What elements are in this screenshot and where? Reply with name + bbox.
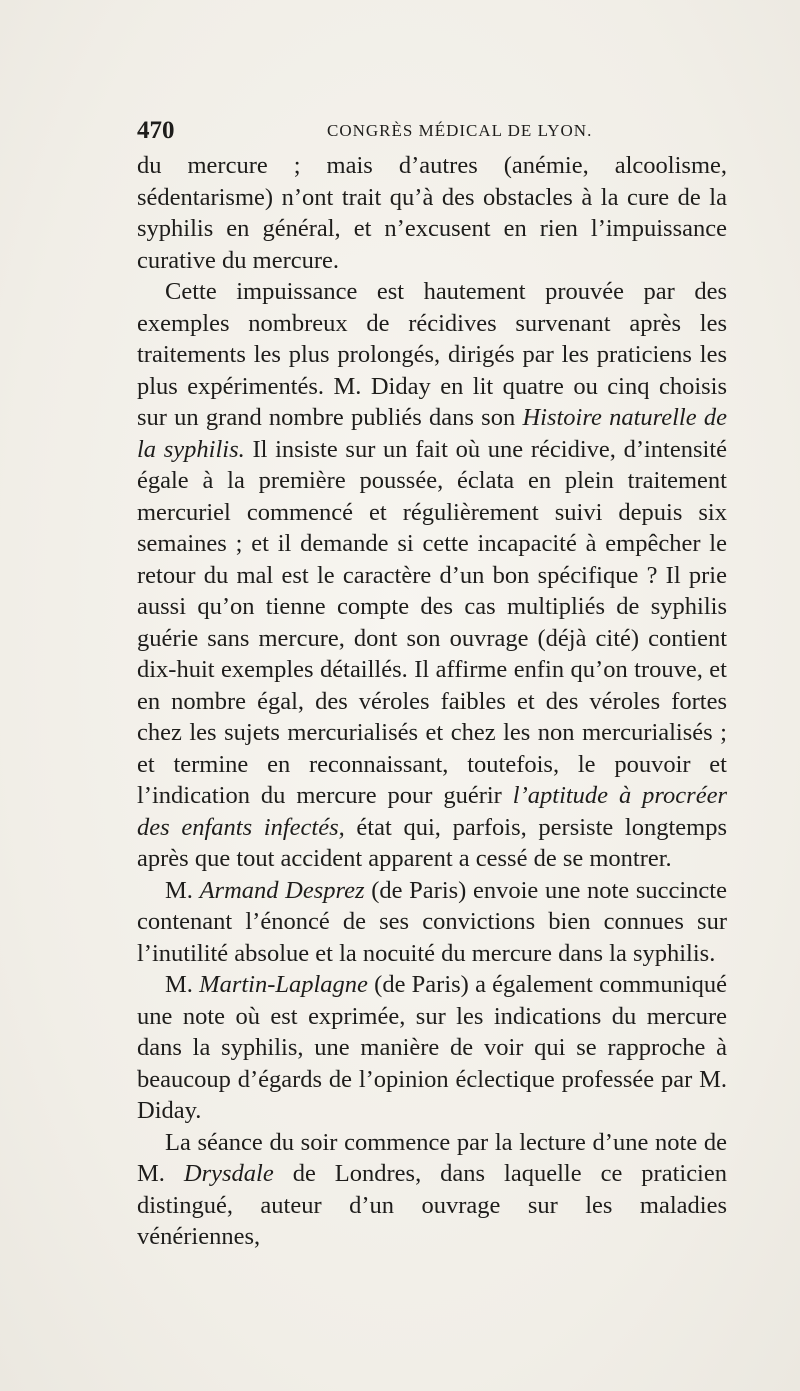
paragraph-text: M. [165,876,200,904]
italic-text: Martin-Laplagne [199,971,368,998]
body-text [137,150,727,1253]
page-number: 470 [137,117,175,144]
paragraph-text: La séance du soir commence par la lecture d’une note de M. [137,1128,727,1187]
paragraph [137,1127,727,1253]
paragraph-text: Il insiste sur un fait où une récidive, d’intensité égale à la première poussée, éclata en plein traitement mercuriel commencé et régulièrement suivi depuis six semaines ; et il demande si cette incapacité à empêcher le retour du mal est le caractère d’un bon spécifique ? Il prie aussi qu’on tienne compte des cas multipliés de syphilis guérie sans mercure, dont son ouvrage (déjà cité) contient dix-huit exemples détaillés. Il affirme enfin qu’on trouve, et en nombre égal, des véroles faibles et des véroles fortes chez les sujets mercurialisés et chez les non mercurialisés ; et termine en reconnaissant, toutefois, le pouvoir et l’indication du mercure pour guérir [137,435,728,809]
running-head: CONGRÈS MÉDICAL DE LYON. [327,121,593,140]
italic-text: Drysdale [183,1160,274,1187]
paragraph-text: M. [165,971,200,998]
italic-text: Histoire naturelle de la syphilis. [137,404,727,463]
paragraph [137,875,727,970]
paragraph [137,276,727,875]
italic-text: Armand Desprez [199,876,365,904]
paragraph-text: (de Paris) a également communiqué une note où est exprimée, sur les indications du mercure dans la syphilis, une manière de voir qui se rapproche à beaucoup d’égards de l’opinion éclectique professée par M. Diday. [137,971,727,1124]
paragraph [137,969,727,1127]
paragraph-text: état qui, parfois, persiste longtemps après que tout accident apparent a cessé de se montrer. [137,813,728,872]
paragraph [137,150,727,276]
paragraph-text: Cette impuissance est hautement prouvée par des exemples nombreux de récidives survenant après les traitements les plus prolongés, dirigés par les praticiens les plus expérimentés. M. Diday en lit quatre ou cinq choisis sur un grand nombre publiés dans son [137,278,727,431]
italic-text: l’aptitude à procréer des enfants infectés, [137,782,727,841]
paragraph-text: (de Paris) envoie une note succincte contenant l’énoncé de ses convictions bien connues sur l’inutilité absolue et la nocuité du mercure dans la syphilis. [137,876,727,967]
paragraph-text: de Londres, dans laquelle ce praticien distingué, auteur d’un ouvrage sur les maladies vénériennes, [137,1160,727,1250]
paragraph-text: du mercure ; mais d’autres (anémie, alcoolisme, sédentarisme) n’ont trait qu’à des obstacles à la cure de la syphilis en général, et n’excusent en rien l’impuissance curative du mercure. [137,152,727,274]
page-header [137,117,727,147]
